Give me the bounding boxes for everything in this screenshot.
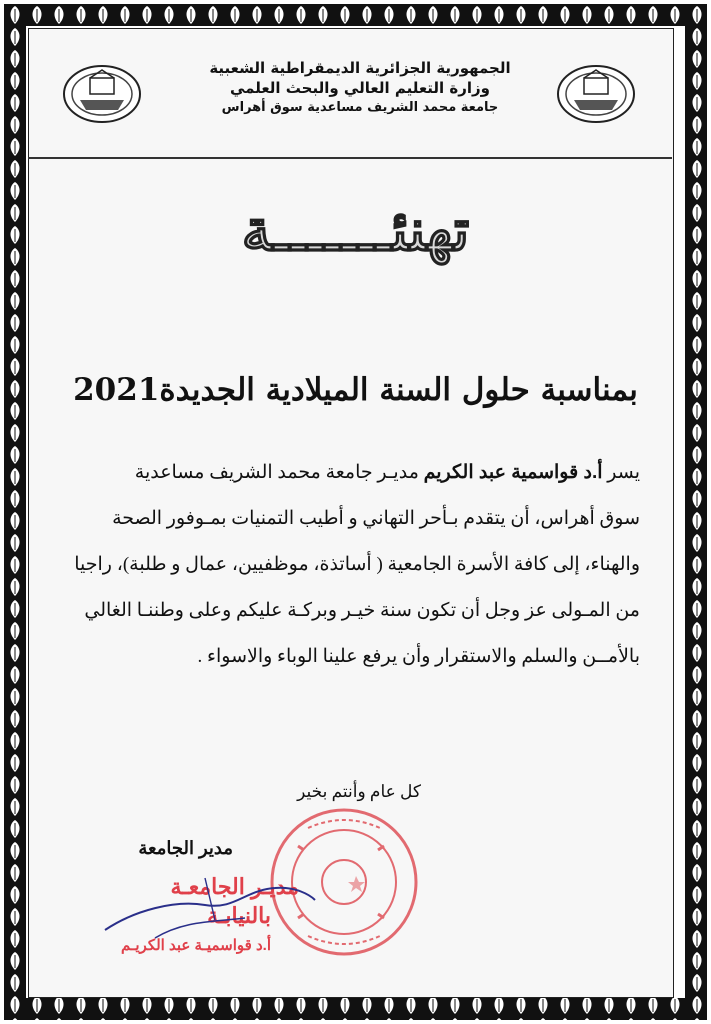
- body-line-5: بالأمــن والسلم والاستقرار وأن يرفع علينا الوباء والاسواء .: [197, 646, 640, 667]
- stamp-line-1: مديـر الجامعـة: [170, 874, 299, 899]
- handwritten-signature: [95, 860, 325, 950]
- body-line-1-rest: مديـر جامعة محمد الشريف مساعدية: [134, 462, 419, 483]
- message-body: [74, 450, 640, 680]
- page-title: تهنئـــــــة: [241, 196, 470, 264]
- occasion-heading: بمناسبة حلول السنة الميلادية الجديدة2021: [73, 372, 638, 408]
- body-line-2: سوق أهراس، أن يتقدم بـأحر التهاني و أطيب التمنيات بمـوفور الصحة: [112, 508, 640, 529]
- closing-wish: كل عام وأنتم بخير: [297, 782, 421, 801]
- body-line-3: والهناء، إلى كافة الأسرة الجامعية ( أساتذة، موظفيين، عمال و طلبة)، راجيا: [74, 554, 640, 575]
- signatory-title: مدير الجامعة: [138, 838, 233, 858]
- ministry-name: وزارة التعليم العالي والبحث العلمي: [229, 79, 491, 97]
- university-logo-icon: [556, 64, 636, 124]
- president-name: أ.د قواسمية عبد الكريم: [423, 462, 603, 483]
- university-logo-icon: [62, 64, 142, 124]
- body-line-4: من المـولى عز وجل أن تكون سنة خيـر وبركـة عليكم وعلى وطننـا الغالي: [84, 600, 640, 621]
- header-divider: [28, 157, 672, 159]
- republic-name: الجمهورية الجزائرية الديمقراطية الشعبية: [209, 59, 511, 77]
- body-line-1: [90, 450, 640, 496]
- header-block: [180, 58, 540, 118]
- university-name: جامعة محمد الشريف مساعدية سوق أهراس: [221, 100, 499, 115]
- stamp-line-3: أ.د قواسميـة عبد الكريـم: [120, 937, 271, 954]
- body-prefix: يسر: [607, 462, 640, 483]
- stamp-line-2: بالنيابـة: [207, 903, 271, 928]
